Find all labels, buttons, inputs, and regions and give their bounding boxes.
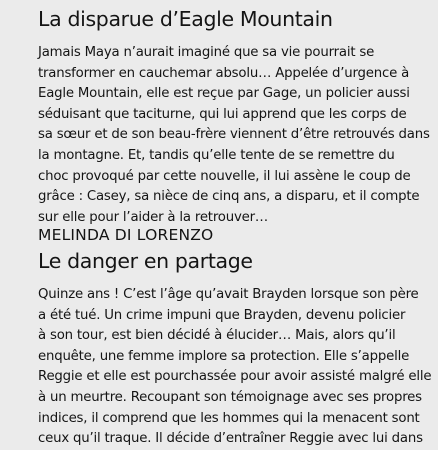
book-title-1: La disparue d’Eagle Mountain (38, 7, 333, 31)
summary-line: choc provoqué par cette nouvelle, il lui assène le coup de (38, 168, 411, 184)
summary-line: séduisant que taciturne, qui lui apprend que les corps de (38, 106, 407, 122)
book-summary-1 (38, 43, 438, 228)
summary-line: sa sœur et de son beau-frère viennent d’être retrouvés dans (38, 127, 430, 143)
summary-line: la montagne. Et, tandis qu’elle tente de se remettre du (38, 147, 395, 163)
summary-line: Quinze ans ! C’est l’âge qu’avait Brayden lorsque son père (38, 287, 419, 302)
book-summary-2 (38, 285, 438, 450)
summary-line: à son tour, est bien décidé à élucider… Mais, alors qu’il (38, 328, 396, 344)
summary-line: à un meurtre. Recoupant son témoignage avec ses propres (38, 389, 422, 405)
summary-line: grâce : Casey, sa nièce de cinq ans, a disparu, et il compte (38, 189, 420, 205)
summary-line: Reggie et elle est pourchassée pour avoir assisté malgré elle (38, 369, 432, 385)
summary-line: ceux qu’il traque. Il décide d’entraîner Reggie avec lui dans (38, 431, 423, 447)
summary-line: a été tué. Un crime impuni que Brayden, devenu policier (38, 307, 406, 323)
summary-line: sur elle pour l’aider à la retrouver… (38, 209, 268, 225)
book-title-2: Le danger en partage (38, 249, 253, 273)
summary-line: transformer en cauchemar absolu… Appelée d’urgence à (38, 65, 410, 81)
summary-line: Jamais Maya n’aurait imaginé que sa vie pourrait se (38, 45, 375, 60)
summary-line: indices, il comprend que les hommes qui la menacent sont (38, 410, 420, 426)
book-author-2: MELINDA DI LORENZO (38, 226, 214, 244)
summary-line: enquête, une femme implore sa protection. Elle s’appelle (38, 348, 410, 364)
summary-line: Eagle Mountain, elle est reçue par Gage, un policier aussi (38, 86, 410, 102)
